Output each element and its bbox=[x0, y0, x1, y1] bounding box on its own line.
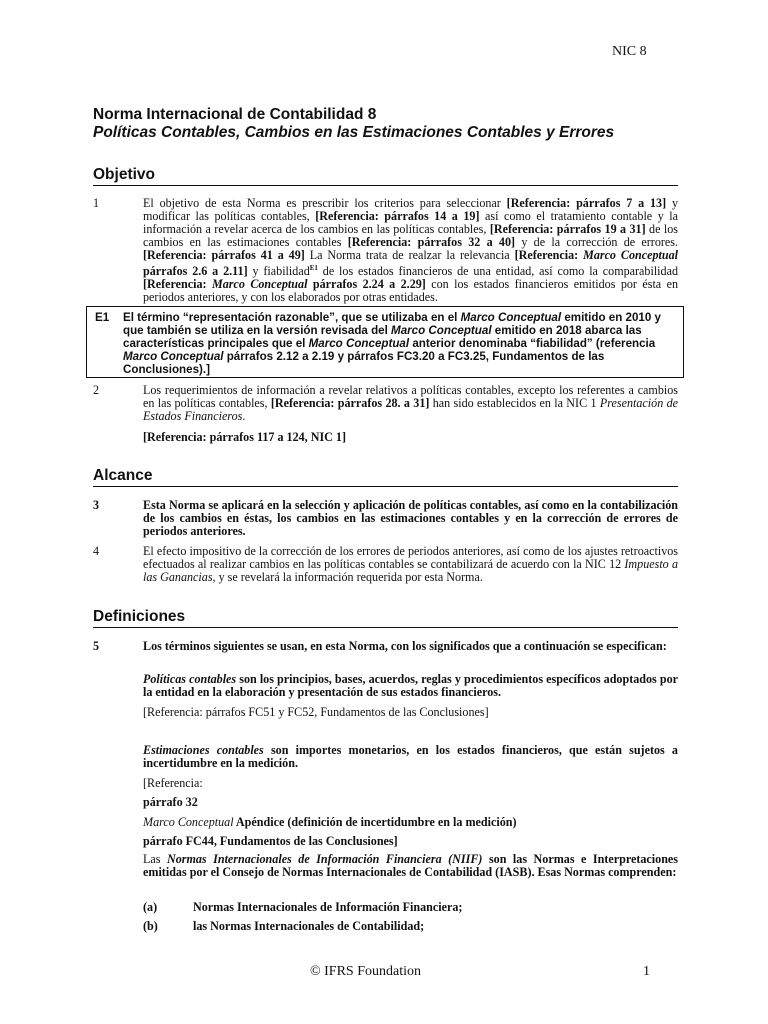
reference-link[interactable]: [Referencia: párrafos 7 a 13] bbox=[506, 196, 667, 210]
standard-subtitle: Políticas Contables, Cambios en las Estimaciones Contables y Errores bbox=[93, 124, 615, 141]
doc-code-header: NIC 8 bbox=[612, 44, 647, 59]
paragraph-number: 1 bbox=[93, 196, 100, 210]
paragraph-number: 3 bbox=[93, 498, 100, 512]
section-heading-alcance: Alcance bbox=[93, 467, 678, 487]
defined-term: Estimaciones contables bbox=[143, 743, 264, 757]
reference-link[interactable]: [Referencia: Marco Conceptual párrafos 2.24 a 2.29] bbox=[143, 277, 426, 292]
reference-open: [Referencia: bbox=[143, 776, 203, 790]
paragraph-number: 2 bbox=[93, 383, 100, 397]
reference-link[interactable]: [Referencia: párrafos 19 a 31] bbox=[489, 222, 646, 236]
reference-link[interactable]: [Referencia: párrafos 14 a 19] bbox=[315, 209, 480, 223]
paragraph-text: El efecto impositivo de la corrección de los errores de periodos anteriores, así como de los ajustes retroactivos efectuados al realizar cambios en las políticas contables se contabilizará de acuerdo con la NIC 12 Impuesto a las Ganancias, y se revelará la información requerida por esta Norma. bbox=[143, 544, 678, 584]
list-item-label: (b) bbox=[143, 919, 158, 933]
defined-term: Normas Internacionales de Información Financiera (NIIF) bbox=[166, 852, 483, 866]
reference-link[interactable]: párrafo 32 bbox=[143, 795, 198, 809]
section-heading-definiciones: Definiciones bbox=[93, 608, 678, 628]
section-heading-objetivo: Objetivo bbox=[93, 166, 678, 186]
note-text: El término “representación razonable”, que se utilizaba en el Marco Conceptual emitido en 2010 y que también se utiliza en la versión revisada del Marco Conceptual emitido en 2018 abarca las características principales que el Marco Conceptual anterior denominaba “fiabilidad” (referencia Marco Conceptual párrafos 2.12 a 2.19 y párrafos FC3.20 a FC3.25, Fundamentos de las Conclusiones).] bbox=[123, 311, 661, 376]
list-item-label: (a) bbox=[143, 900, 158, 914]
reference-link[interactable]: [Referencia: párrafos 28. a 31] bbox=[270, 396, 430, 410]
paragraph-number: 5 bbox=[93, 639, 100, 653]
list-item-text: las Normas Internacionales de Contabilidad; bbox=[193, 919, 425, 933]
paragraph-text: Los requerimientos de información a revelar relativos a políticas contables, excepto los referentes a cambios en las políticas contables, [Referencia: párrafos 28. a 31] han sido establecidos en la NIC 1 Presentación de Estados Financieros. bbox=[143, 383, 678, 423]
footnote-marker[interactable]: E1 bbox=[309, 264, 318, 272]
note-label: E1 bbox=[95, 311, 110, 324]
paragraph-text: Esta Norma se aplicará en la selección y aplicación de políticas contables, así como en la contabilización de los cambios en éstas, los cambios en las estimaciones contables y en la corrección de errores de periodos anteriores. bbox=[143, 498, 678, 538]
standard-title: Norma Internacional de Contabilidad 8 bbox=[93, 106, 377, 123]
list-item-text: Normas Internacionales de Información Financiera; bbox=[193, 900, 463, 914]
paragraph-text: El objetivo de esta Norma es prescribir los criterios para seleccionar [Referencia: párrafos 7 a 13] y modificar las políticas contables, [Referencia: párrafos 14 a 19] así como el tratamiento contable y la información a revelar acerca de los cambios en las políticas contables, [Referencia: párrafos 19 a 31] de los cambios en las estimaciones contables [Referencia: párrafos 32 a 40] y de la corrección de errores. [Referencia: párrafos 41 a 49] La Norma trata de realzar la relevancia [Referencia: Marco Conceptual párrafos 2.6 a 2.11] y fiabilidad$^{E1}$ de los estados financieros de una entidad, así como la comparabilidad [Referencia: Marco Conceptual párrafos 2.24 a 2.29] con los estados financieros emitidos por ésta en periodos anteriores, y con los elaborados por otras entidades. bbox=[143, 196, 679, 305]
reference-link[interactable]: [Referencia: Marco Conceptual párrafos 2.6 a 2.11] bbox=[143, 248, 679, 279]
reference-link[interactable]: párrafo FC44, Fundamentos de las Conclusiones] bbox=[143, 834, 398, 848]
editorial-note-e1 bbox=[86, 306, 684, 378]
reference-link[interactable]: [Referencia: párrafos 41 a 49] bbox=[143, 248, 305, 262]
paragraph-text: Los términos siguientes se usan, en esta Norma, con los significados que a continuación se especifican: bbox=[143, 639, 667, 653]
reference-link[interactable]: [Referencia: párrafos FC51 y FC52, Fundamentos de las Conclusiones] bbox=[143, 705, 489, 719]
paragraph-number: 4 bbox=[93, 544, 100, 558]
definition-politicas-contables: Políticas contables son los principios, bases, acuerdos, reglas y procedimientos específicos adoptados por la entidad en la elaboración y presentación de sus estados financieros. bbox=[143, 672, 678, 699]
reference-link[interactable]: [Referencia: párrafos 32 a 40] bbox=[347, 235, 516, 249]
footer-copyright: © IFRS Foundation bbox=[310, 964, 421, 979]
reference-link[interactable]: Marco Conceptual Apéndice (definición de incertidumbre en la medición) bbox=[143, 815, 517, 829]
page-number: 1 bbox=[643, 964, 650, 979]
definition-niif: Las Normas Internacionales de Información Financiera (NIIF) son las Normas e Interpretaciones emitidas por el Consejo de Normas Internacionales de Contabilidad (IASB). Esas Normas comprenden: bbox=[143, 852, 679, 879]
definition-estimaciones-contables: Estimaciones contables son importes monetarios, en los estados financieros, que están sujetos a incertidumbre en la medición. bbox=[143, 743, 678, 770]
defined-term: Políticas contables bbox=[143, 672, 237, 686]
reference-link[interactable]: [Referencia: párrafos 117 a 124, NIC 1] bbox=[143, 430, 346, 444]
